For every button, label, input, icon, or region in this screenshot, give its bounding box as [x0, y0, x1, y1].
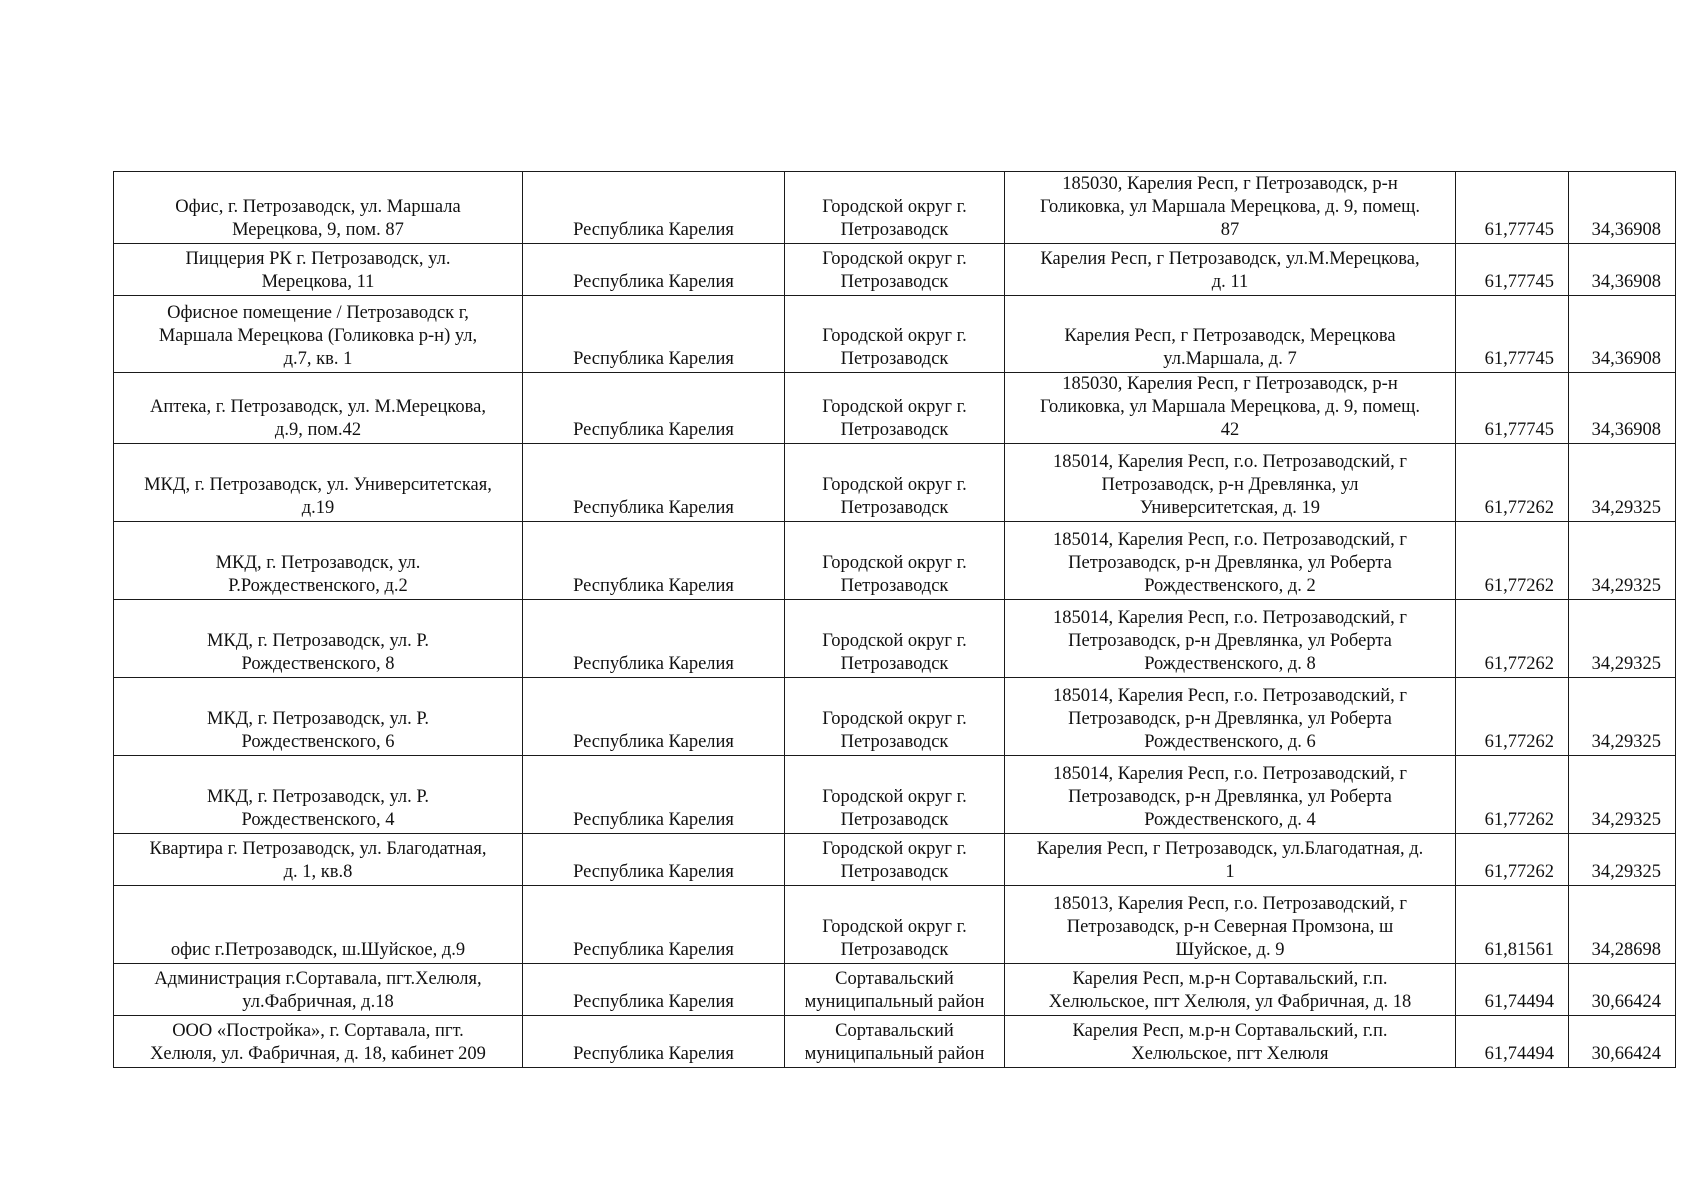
address-cell-line: Хелюльское, пгт Хелюля, ул Фабричная, д. 18 [1048, 992, 1412, 1012]
object-name-cell [114, 678, 523, 756]
address-cell-line: Университетская, д. 19 [1139, 498, 1321, 518]
district-cell-line: муниципальный район [804, 992, 985, 1012]
district-cell [785, 172, 1005, 244]
table-row [114, 678, 1676, 756]
table-row [114, 373, 1676, 444]
latitude-cell: 61,77262 [1456, 522, 1569, 600]
object-name-cell-line: МКД, г. Петрозаводск, ул. Р. [206, 631, 430, 651]
region-cell: Республика Карелия [523, 678, 785, 756]
district-cell [785, 522, 1005, 600]
address-cell-line: 185014, Карелия Респ, г.о. Петрозаводский, г [1053, 686, 1407, 706]
district-cell [785, 756, 1005, 834]
district-cell [785, 1016, 1005, 1068]
longitude-cell: 34,29325 [1569, 756, 1676, 834]
table-row [114, 1016, 1676, 1068]
district-cell-line: Петрозаводск [840, 732, 949, 752]
latitude-cell: 61,77745 [1456, 172, 1569, 244]
district-cell-line: Петрозаводск [840, 272, 949, 292]
district-cell-line: Городской округ г. [822, 787, 967, 807]
object-name-cell-line: Рождественского, 8 [241, 654, 395, 674]
district-cell [785, 444, 1005, 522]
address-cell-line: Голиковка, ул Маршала Мерецкова, д. 9, помещ. [1039, 397, 1421, 417]
address-cell-line: Карелия Респ, г Петрозаводск, Мерецкова [1064, 326, 1396, 346]
table-row [114, 964, 1676, 1016]
address-cell [1005, 678, 1456, 756]
latitude-cell: 61,77262 [1456, 756, 1569, 834]
latitude-cell: 61,77745 [1456, 296, 1569, 373]
district-cell-line: Петрозаводск [840, 810, 949, 830]
address-cell-line: 87 [1220, 220, 1240, 240]
object-name-cell-line: Квартира г. Петрозаводск, ул. Благодатная, [149, 839, 487, 859]
table-row [114, 296, 1676, 373]
district-cell-line: Городской округ г. [822, 249, 967, 269]
address-cell-line: Карелия Респ, г Петрозаводск, ул.М.Мерецкова, [1040, 249, 1420, 269]
object-name-cell-line: д.7, кв. 1 [283, 349, 353, 369]
address-cell-line: Рождественского, д. 2 [1144, 576, 1316, 596]
address-cell [1005, 444, 1456, 522]
address-cell-line: Петрозаводск, р-н Древлянка, ул Роберта [1068, 709, 1392, 729]
address-cell [1005, 600, 1456, 678]
latitude-cell: 61,77262 [1456, 600, 1569, 678]
longitude-cell: 30,66424 [1569, 1016, 1676, 1068]
district-cell-line: муниципальный район [804, 1044, 985, 1064]
object-name-cell-line: МКД, г. Петрозаводск, ул. Р. [206, 709, 430, 729]
address-cell-line: Голиковка, ул Маршала Мерецкова, д. 9, помещ. [1039, 197, 1421, 217]
table-row [114, 756, 1676, 834]
longitude-cell: 34,28698 [1569, 886, 1676, 964]
table-row [114, 834, 1676, 886]
district-cell [785, 964, 1005, 1016]
object-name-cell-line: Мерецкова, 9, пом. 87 [232, 220, 404, 240]
district-cell-line: Городской округ г. [822, 631, 967, 651]
object-name-cell-line: Администрация г.Сортавала, пгт.Хелюля, [154, 969, 482, 989]
object-name-cell-line: Мерецкова, 11 [261, 272, 375, 292]
region-cell: Республика Карелия [523, 296, 785, 373]
district-cell [785, 244, 1005, 296]
object-name-cell-line: офис г.Петрозаводск, ш.Шуйское, д.9 [170, 940, 466, 960]
address-table [113, 171, 1676, 1068]
district-cell-line: Петрозаводск [840, 349, 949, 369]
address-cell-line: Рождественского, д. 4 [1144, 810, 1316, 830]
region-cell: Республика Карелия [523, 522, 785, 600]
object-name-cell [114, 886, 523, 964]
address-cell [1005, 964, 1456, 1016]
district-cell-line: Петрозаводск [840, 576, 949, 596]
district-cell-line: Городской округ г. [822, 326, 967, 346]
table-body [114, 172, 1676, 1068]
longitude-cell: 34,36908 [1569, 244, 1676, 296]
address-cell-line: 185014, Карелия Респ, г.о. Петрозаводский, г [1053, 608, 1407, 628]
district-cell [785, 296, 1005, 373]
region-cell: Республика Карелия [523, 834, 785, 886]
object-name-cell [114, 444, 523, 522]
longitude-cell: 34,29325 [1569, 678, 1676, 756]
address-cell-line: ул.Маршала, д. 7 [1163, 349, 1297, 369]
address-cell-line: 185030, Карелия Респ, г Петрозаводск, р-н [1062, 374, 1398, 394]
address-cell [1005, 296, 1456, 373]
longitude-cell: 34,29325 [1569, 834, 1676, 886]
object-name-cell-line: МКД, г. Петрозаводск, ул. [215, 553, 421, 573]
table-row [114, 444, 1676, 522]
latitude-cell: 61,77262 [1456, 678, 1569, 756]
longitude-cell: 34,29325 [1569, 444, 1676, 522]
object-name-cell-line: Маршала Мерецкова (Голиковка р-н) ул, [158, 326, 478, 346]
object-name-cell-line: д.19 [301, 498, 335, 518]
address-cell-line: Рождественского, д. 8 [1144, 654, 1316, 674]
address-cell-line: 185014, Карелия Респ, г.о. Петрозаводский, г [1053, 452, 1407, 472]
latitude-cell: 61,77262 [1456, 444, 1569, 522]
district-cell [785, 834, 1005, 886]
address-cell-line: 185030, Карелия Респ, г Петрозаводск, р-н [1062, 174, 1398, 194]
address-cell-line: Хелюльское, пгт Хелюля [1131, 1044, 1329, 1064]
address-cell [1005, 756, 1456, 834]
address-cell-line: 185014, Карелия Респ, г.о. Петрозаводский, г [1053, 764, 1407, 784]
object-name-cell [114, 834, 523, 886]
region-cell: Республика Карелия [523, 756, 785, 834]
address-cell-line: 42 [1220, 420, 1240, 440]
district-cell [785, 678, 1005, 756]
address-cell-line: Шуйское, д. 9 [1175, 940, 1285, 960]
district-cell-line: Петрозаводск [840, 498, 949, 518]
address-cell [1005, 1016, 1456, 1068]
district-cell [785, 886, 1005, 964]
address-cell-line: д. 11 [1211, 272, 1249, 292]
longitude-cell: 30,66424 [1569, 964, 1676, 1016]
object-name-cell-line: Пиццерия РК г. Петрозаводск, ул. [185, 249, 451, 269]
latitude-cell: 61,77262 [1456, 834, 1569, 886]
district-cell-line: Городской округ г. [822, 917, 967, 937]
address-cell-line: Петрозаводск, р-н Древлянка, ул Роберта [1068, 553, 1392, 573]
object-name-cell [114, 600, 523, 678]
address-cell-line: Петрозаводск, р-н Северная Промзона, ш [1066, 917, 1394, 937]
district-cell-line: Сортавальский [835, 969, 954, 989]
object-name-cell-line: Рождественского, 4 [241, 810, 395, 830]
table-row [114, 886, 1676, 964]
object-name-cell [114, 296, 523, 373]
address-cell [1005, 834, 1456, 886]
district-cell-line: Городской округ г. [822, 397, 967, 417]
object-name-cell-line: д.9, пом.42 [274, 420, 362, 440]
table-row [114, 522, 1676, 600]
region-cell: Республика Карелия [523, 964, 785, 1016]
region-cell: Республика Карелия [523, 600, 785, 678]
address-cell-line: Карелия Респ, м.р-н Сортавальский, г.п. [1072, 1021, 1388, 1041]
object-name-cell-line: МКД, г. Петрозаводск, ул. Университетская, [144, 475, 492, 495]
address-cell [1005, 373, 1456, 444]
address-cell-line: 1 [1225, 862, 1235, 882]
latitude-cell: 61,74494 [1456, 1016, 1569, 1068]
longitude-cell: 34,29325 [1569, 522, 1676, 600]
district-cell-line: Петрозаводск [840, 420, 949, 440]
district-cell-line: Петрозаводск [840, 862, 949, 882]
address-cell-line: Рождественского, д. 6 [1144, 732, 1316, 752]
district-cell-line: Петрозаводск [840, 220, 949, 240]
district-cell [785, 600, 1005, 678]
longitude-cell: 34,36908 [1569, 373, 1676, 444]
address-cell-line: Карелия Респ, м.р-н Сортавальский, г.п. [1072, 969, 1388, 989]
address-cell-line: Петрозаводск, р-н Древлянка, ул Роберта [1068, 631, 1392, 651]
address-cell-line: Карелия Респ, г Петрозаводск, ул.Благодатная, д. [1036, 839, 1424, 859]
object-name-cell-line: Офис, г. Петрозаводск, ул. Маршала [175, 197, 461, 217]
table-row [114, 244, 1676, 296]
latitude-cell: 61,77745 [1456, 373, 1569, 444]
district-cell-line: Городской округ г. [822, 475, 967, 495]
longitude-cell: 34,36908 [1569, 296, 1676, 373]
object-name-cell [114, 244, 523, 296]
longitude-cell: 34,29325 [1569, 600, 1676, 678]
district-cell-line: Городской округ г. [822, 839, 967, 859]
object-name-cell-line: д. 1, кв.8 [283, 862, 353, 882]
region-cell: Республика Карелия [523, 244, 785, 296]
object-name-cell-line: МКД, г. Петрозаводск, ул. Р. [206, 787, 430, 807]
address-cell [1005, 886, 1456, 964]
object-name-cell [114, 1016, 523, 1068]
address-cell [1005, 522, 1456, 600]
district-cell-line: Петрозаводск [840, 654, 949, 674]
region-cell: Республика Карелия [523, 886, 785, 964]
object-name-cell [114, 522, 523, 600]
address-cell-line: 185013, Карелия Респ, г.о. Петрозаводский, г [1053, 894, 1407, 914]
district-cell [785, 373, 1005, 444]
object-name-cell-line: Офисное помещение / Петрозаводск г, [167, 303, 469, 323]
latitude-cell: 61,77745 [1456, 244, 1569, 296]
longitude-cell: 34,36908 [1569, 172, 1676, 244]
table-row [114, 600, 1676, 678]
object-name-cell [114, 756, 523, 834]
object-name-cell-line: Хелюля, ул. Фабричная, д. 18, кабинет 209 [150, 1044, 486, 1064]
latitude-cell: 61,74494 [1456, 964, 1569, 1016]
object-name-cell-line: Р.Рождественского, д.2 [228, 576, 408, 596]
region-cell: Республика Карелия [523, 1016, 785, 1068]
object-name-cell [114, 373, 523, 444]
address-cell-line: 185014, Карелия Респ, г.о. Петрозаводский, г [1053, 530, 1407, 550]
district-cell-line: Сортавальский [835, 1021, 954, 1041]
object-name-cell-line: Рождественского, 6 [241, 732, 395, 752]
district-cell-line: Городской округ г. [822, 197, 967, 217]
address-cell [1005, 172, 1456, 244]
region-cell: Республика Карелия [523, 444, 785, 522]
address-cell-line: Петрозаводск, р-н Древлянка, ул [1101, 475, 1359, 495]
object-name-cell [114, 964, 523, 1016]
region-cell: Республика Карелия [523, 172, 785, 244]
district-cell-line: Городской округ г. [822, 553, 967, 573]
latitude-cell: 61,81561 [1456, 886, 1569, 964]
table-row [114, 172, 1676, 244]
object-name-cell-line: ул.Фабричная, д.18 [242, 992, 394, 1012]
district-cell-line: Петрозаводск [840, 940, 949, 960]
object-name-cell-line: Аптека, г. Петрозаводск, ул. М.Мерецкова, [150, 397, 486, 417]
address-cell [1005, 244, 1456, 296]
object-name-cell [114, 172, 523, 244]
region-cell: Республика Карелия [523, 373, 785, 444]
district-cell-line: Городской округ г. [822, 709, 967, 729]
address-cell-line: Петрозаводск, р-н Древлянка, ул Роберта [1068, 787, 1392, 807]
object-name-cell-line: ООО «Постройка», г. Сортавала, пгт. [172, 1021, 464, 1041]
